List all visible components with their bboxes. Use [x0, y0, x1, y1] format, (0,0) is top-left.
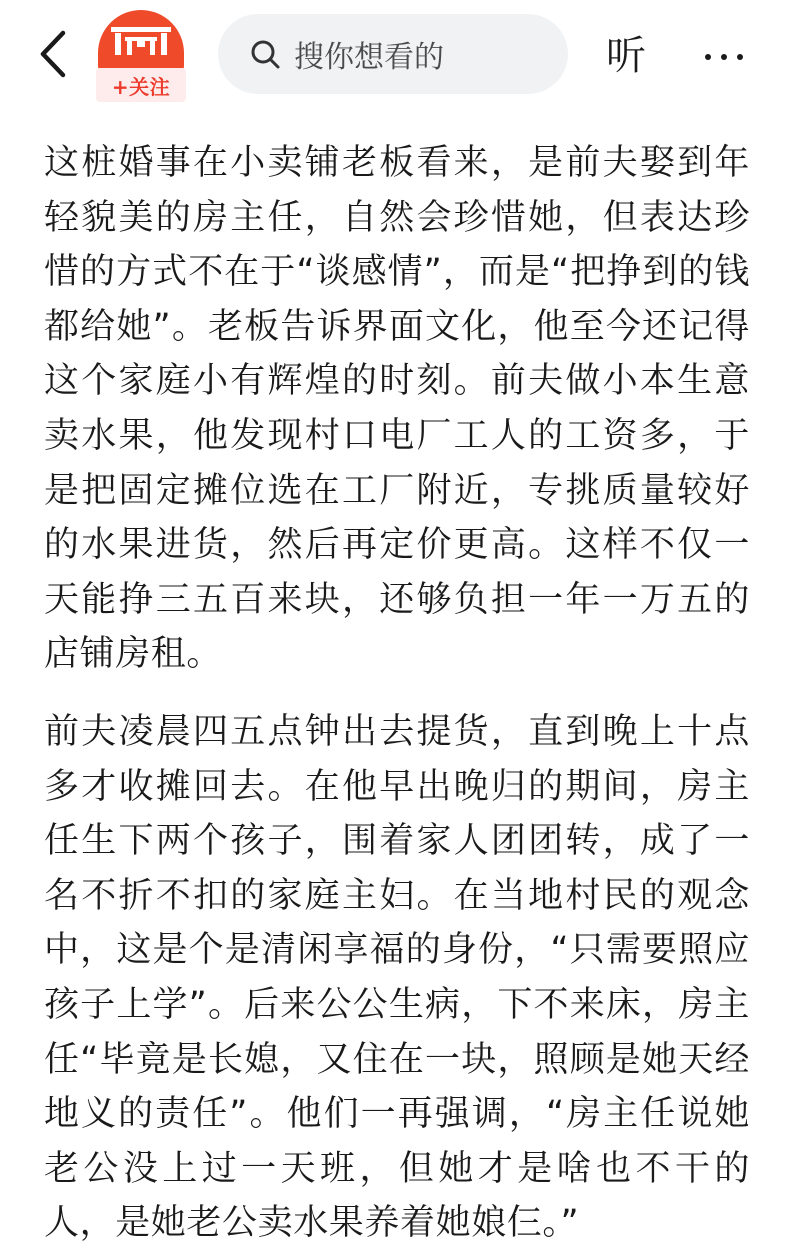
- more-dots-icon: [700, 45, 748, 64]
- publisher-brand[interactable]: [96, 10, 186, 98]
- top-bar: [0, 0, 786, 110]
- brand-logo-icon: [98, 10, 184, 72]
- search-icon: [248, 37, 282, 71]
- listen-button[interactable]: 听: [606, 32, 646, 79]
- back-arrow-icon: [38, 29, 68, 79]
- article-paragraph: 这桩婚事在小卖铺老板看来，是前夫娶到年轻貌美的房主任，自然会珍惜她，但表达珍惜的方式不在于“谈感情”，而是“把挣到的钱都给她”。老板告诉界面文化，他至今还记得这个家庭小有辉煌的时刻。前夫做小本生意卖水果，他发现村口电厂工人的工资多，于是把固定摊位选在工厂附近，专挑质量较好的水果进货，然后再定价更高。这样不仅一天能挣三五百来块，还够负担一年一万五的店铺房租。: [44, 143, 750, 675]
- search-input[interactable]: [218, 14, 568, 94]
- more-button[interactable]: [692, 30, 756, 78]
- search-placeholder: 搜你想看的: [294, 40, 444, 75]
- article-body: [44, 136, 750, 1251]
- article-paragraph: 前夫凌晨四五点钟出去提货，直到晚上十点多才收摊回去。在他早出晚归的期间，房主任生下两个孩子，围着家人团团转，成了一名不折不扣的家庭主妇。在当地村民的观念中，这是个是清闲享福的身份，“只需要照应孩子上学”。后来公公生病，下不来床，房主任“毕竟是长媳，又住在一块，照顾是她天经地义的责任”。他们一再强调，“房主任说她老公没上过一天班，但她才是啥也不干的人，是她老公卖水果养着她娘仨。”: [44, 711, 750, 1244]
- follow-button[interactable]: +关注: [96, 68, 186, 102]
- back-button[interactable]: [30, 22, 76, 86]
